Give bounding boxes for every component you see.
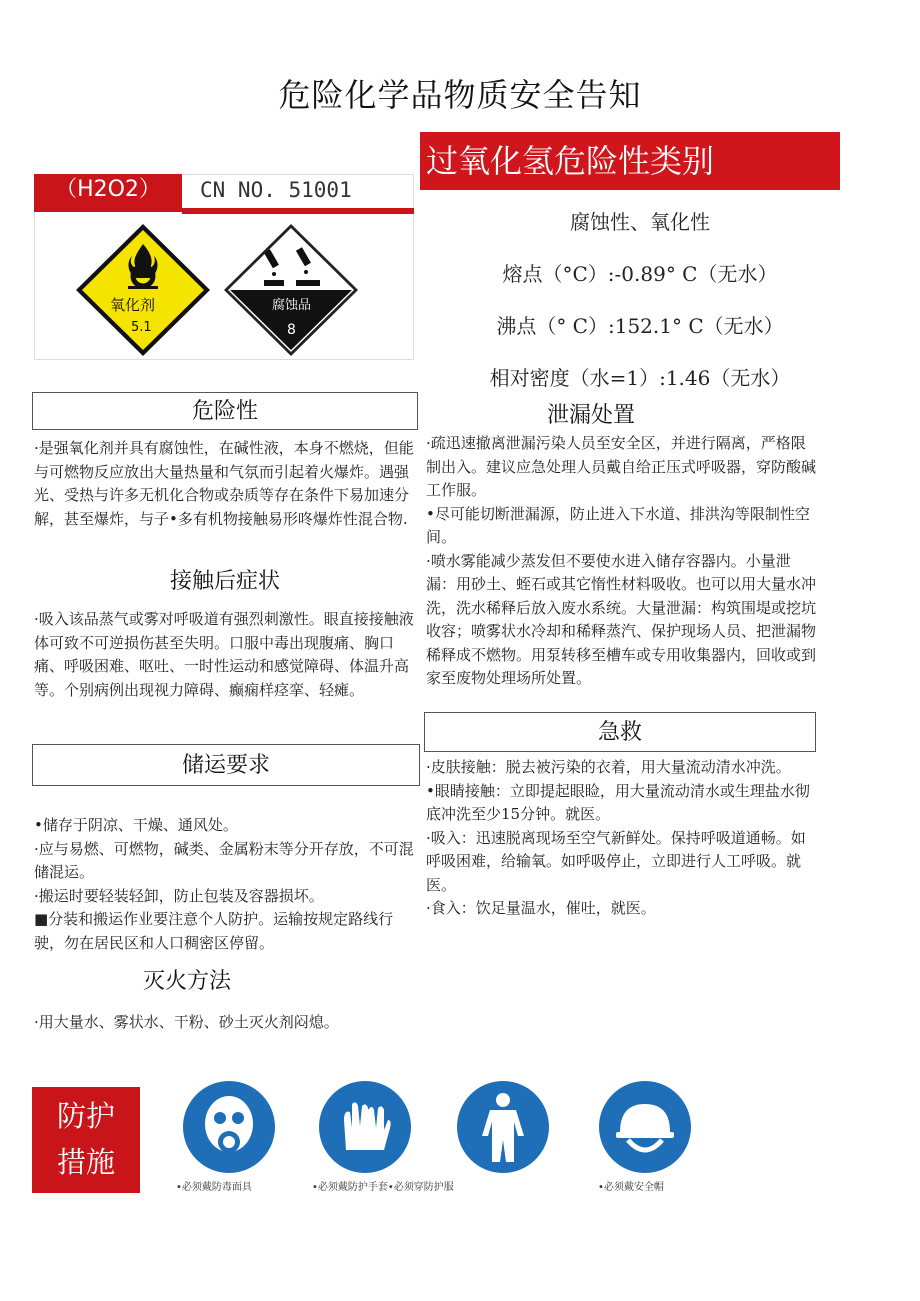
leak-list — [426, 432, 820, 691]
leak-title: 泄漏处置 — [546, 403, 635, 428]
leak-item: •尽可能切断泄漏源，防止进入下水道、排洪沟等限制性空间。 — [426, 504, 810, 546]
gloves-icon — [318, 1080, 412, 1174]
first-aid-item: •眼睛接触：立即提起眼睑，用大量流动清水或生理盐水彻底冲洗至少15分钟。就医。 — [426, 781, 810, 823]
leak-item: ·疏迅速撤离泄漏污染人员至安全区，并进行隔离，严格限制出入。建议应急处理人员戴自给正压式呼吸器，穿防酸碱工作服。 — [426, 434, 817, 499]
oxidizer-label: 氧化剂 — [110, 296, 156, 314]
symptoms-title: 接触后症状 — [169, 569, 280, 594]
oxidizer-class-number: 5.1 — [131, 320, 152, 335]
mask-caption: •必须戴防毒面具 — [176, 1182, 252, 1193]
melting-point: 熔点（°C）:-0.89° C（无水） — [502, 262, 778, 286]
protective-suit-icon — [456, 1080, 550, 1174]
storage-title: 储运要求 — [32, 744, 420, 786]
leak-item: ·喷水雾能减少蒸发但不要使水进入储存容器内。小量泄漏：用砂土、蛭石或其它惰性材料吸收。也可以用大量水冲洗，洗水稀释后放入废水系统。大量泄漏：构筑围堤或挖坑收容；喷雾状水冷却和稀释蒸汽、保护现场人员、把泄漏物稀释成不燃物。用泵转移至槽车或专用收集器内，回收或到家至废物处理场所处置。 — [426, 551, 817, 687]
helmet-caption: •必须戴安全帽 — [598, 1182, 664, 1193]
first-aid-item: ·吸入：迅速脱离现场至空气新鲜处。保持呼吸道通畅。如呼吸困难，给输氧。如呼吸停止，立即进行人工呼吸。就医。 — [426, 828, 806, 894]
first-aid-item: ·皮肤接触：脱去被污染的衣着，用大量流动清水冲洗。 — [426, 758, 791, 776]
first-aid-item: ·食入：饮足量温水，催吐，就医。 — [426, 899, 656, 917]
storage-item: ■分装和搬运作业要注意个人防护。运输按规定路线行驶，勿在居民区和人口稠密区停留。 — [34, 910, 394, 952]
oxidizer-sign-icon — [74, 222, 212, 358]
danger-title: 危险性 — [32, 392, 418, 430]
storage-list — [34, 814, 422, 955]
safety-helmet-icon — [598, 1080, 692, 1174]
storage-item: ·应与易燃、可燃物，碱类、金属粉末等分开存放，不可混储混运。 — [34, 839, 414, 881]
cn-number: CN NO. 51001 — [200, 178, 352, 202]
symptoms-text: ·吸入该品蒸气或雾对呼吸道有强烈刺激性。眼直接接触液体可致不可逆损伤甚至失明。口服中毒出现腹痛、胸口痛、呼吸困难、呕吐、一时性运动和感觉障碍、体温升高等。个别病例出现视力障碍、癫痫样痉挛、轻瘫。 — [34, 610, 414, 699]
corrosive-label: 腐蚀品 — [272, 298, 312, 313]
first-aid-title: 急救 — [424, 712, 816, 752]
gloves-suit-caption: •必须戴防护手套•必须穿防护服 — [312, 1182, 454, 1193]
protection-label — [32, 1087, 140, 1193]
protection-label-line2: 措施 — [56, 1145, 115, 1179]
corrosive-class-number: 8 — [287, 322, 296, 338]
chemical-formula: （H2O2） — [34, 174, 182, 212]
protection-label-line1: 防护 — [56, 1099, 115, 1133]
fire-text: ·用大量水、雾状水、干粉、砂土灭火剂闷熄。 — [34, 1013, 339, 1031]
boiling-point: 沸点（° C）:152.1° C（无水） — [496, 314, 784, 338]
relative-density: 相对密度（水=1）:1.46（无水） — [489, 366, 791, 390]
hazard-class-header: 过氧化氢危险性类别 — [420, 132, 840, 190]
storage-item: •储存于阴凉、干燥、通风处。 — [34, 816, 238, 834]
page-title: 危险化学品物质安全告知 — [278, 76, 642, 114]
first-aid-list — [426, 756, 820, 921]
hazard-category: 腐蚀性、氧化性 — [570, 210, 710, 234]
gas-mask-icon — [182, 1080, 276, 1174]
danger-text: ·是强氧化剂并具有腐蚀性，在碱性液，本身不燃烧，但能与可燃物反应放出大量热量和气氛而引起着火爆炸。遇强光、受热与许多无机化合物或杂质等存在条件下易加速分解，甚至爆炸，与子•多有机物接触易形咚爆炸性混合物. — [34, 439, 414, 528]
storage-item: ·搬运时要轻装轻卸，防止包装及容器损坏。 — [34, 886, 324, 905]
fire-title: 灭火方法 — [142, 969, 231, 994]
formula-bar-strip — [182, 208, 414, 214]
